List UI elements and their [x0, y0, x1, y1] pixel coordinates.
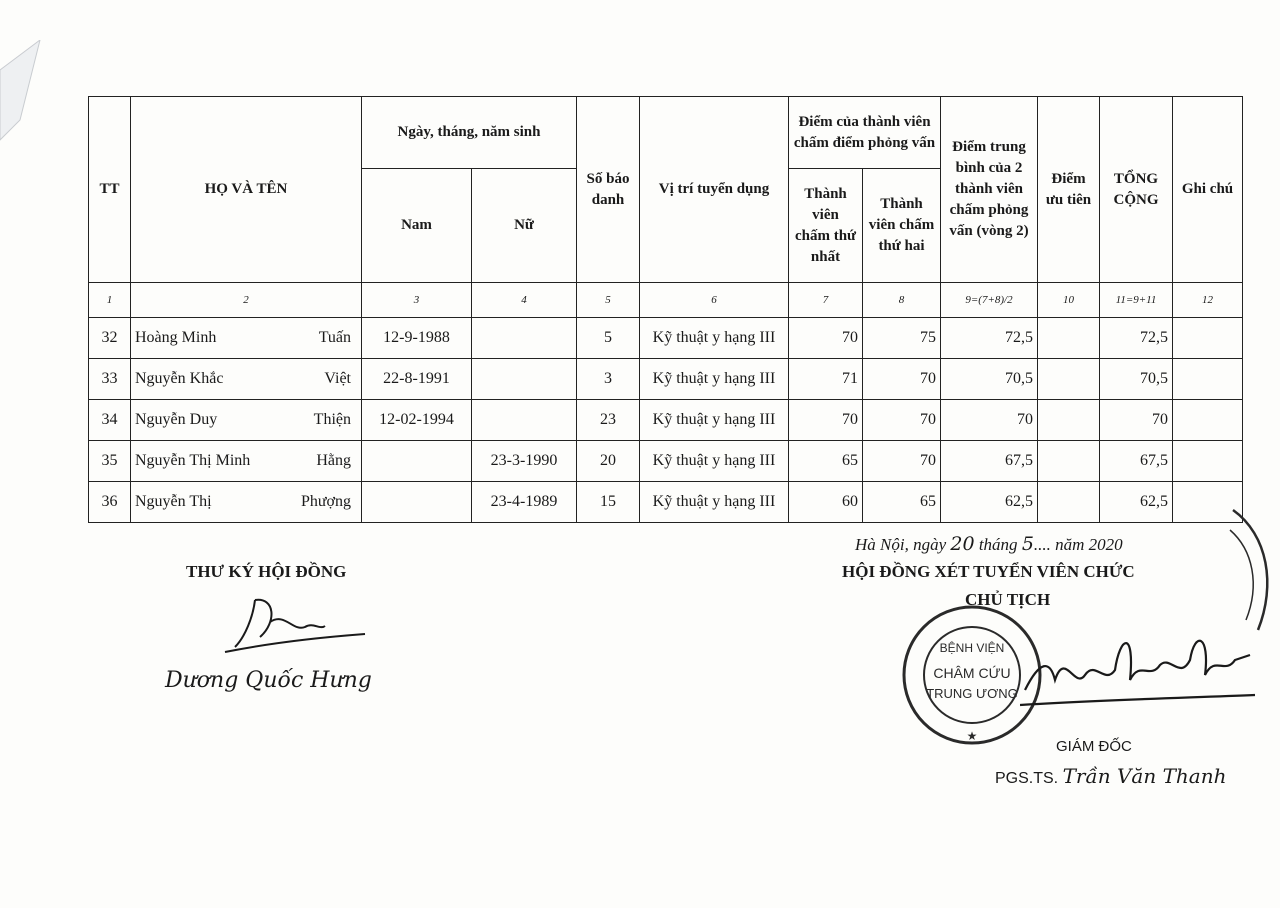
row-note: [1173, 359, 1243, 400]
row-average: 70: [941, 400, 1038, 441]
header-member-2: Thành viên chấm thứ hai: [863, 169, 941, 283]
row-score-1: 65: [789, 441, 863, 482]
column-index-row: [89, 283, 1243, 318]
row-note: [1173, 400, 1243, 441]
row-first-name: Nguyễn Duy: [135, 411, 218, 428]
chair-title: CHỦ TỊCH: [965, 590, 1051, 609]
director-signature: [1020, 620, 1260, 720]
row-tt: 35: [89, 441, 131, 482]
row-name: [131, 441, 362, 482]
index-cell: 6: [640, 283, 789, 318]
director-line: [995, 764, 1226, 788]
row-score-2: 65: [863, 482, 941, 523]
index-cell: 7: [789, 283, 863, 318]
row-score-1: 71: [789, 359, 863, 400]
header-total: TỔNG CỘNG: [1100, 97, 1173, 283]
row-position: Kỹ thuật y hạng III: [640, 482, 789, 523]
row-total: 62,5: [1100, 482, 1173, 523]
page-fold-mark: [0, 40, 60, 150]
index-cell: 4: [472, 283, 577, 318]
date-month-word: tháng: [978, 535, 1018, 554]
index-cell: 8: [863, 283, 941, 318]
row-dob-male: [362, 482, 472, 523]
header-sbd: Số báo danh: [577, 97, 640, 283]
index-cell: 3: [362, 283, 472, 318]
row-first-name: Nguyễn Thị: [135, 493, 212, 510]
row-note: [1173, 318, 1243, 359]
stamp-star-icon: ★: [966, 729, 978, 743]
row-given-name: Hằng: [316, 452, 351, 469]
row-dob-male: 12-02-1994: [362, 400, 472, 441]
director-prefix: PGS.TS.: [995, 770, 1059, 787]
row-sbd: 15: [577, 482, 640, 523]
header-name: HỌ VÀ TÊN: [131, 97, 362, 283]
row-average: 67,5: [941, 441, 1038, 482]
stamp-line-3: TRUNG ƯƠNG: [926, 686, 1018, 701]
stamp-line-1: BỆNH VIỆN: [939, 641, 1005, 655]
row-name: [131, 318, 362, 359]
row-given-name: Thiện: [313, 411, 351, 428]
table-row: [89, 482, 1243, 523]
row-name: [131, 359, 362, 400]
row-score-2: 70: [863, 400, 941, 441]
index-cell: 9=(7+8)/2: [941, 283, 1038, 318]
row-given-name: Phượng: [300, 493, 351, 510]
row-score-1: 70: [789, 400, 863, 441]
row-dob-male: 22-8-1991: [362, 359, 472, 400]
header-priority: Điểm ưu tiên: [1038, 97, 1100, 283]
secretary-name: Dương Quốc Hưng: [165, 668, 372, 693]
row-note: [1173, 441, 1243, 482]
row-position: Kỹ thuật y hạng III: [640, 441, 789, 482]
header-male: Nam: [362, 169, 472, 283]
row-total: 70: [1100, 400, 1173, 441]
row-total: 70,5: [1100, 359, 1173, 400]
header-member-1: Thành viên chấm thứ nhất: [789, 169, 863, 283]
row-dob-female: [472, 400, 577, 441]
table-row: [89, 318, 1243, 359]
row-position: Kỹ thuật y hạng III: [640, 400, 789, 441]
header-note: Ghi chú: [1173, 97, 1243, 283]
results-table: [88, 96, 1243, 523]
index-cell: 11=9+11: [1100, 283, 1173, 318]
row-score-1: 60: [789, 482, 863, 523]
header-position: Vị trí tuyển dụng: [640, 97, 789, 283]
row-sbd: 5: [577, 318, 640, 359]
row-given-name: Tuấn: [318, 329, 351, 346]
row-dob-female: [472, 318, 577, 359]
director-title: GIÁM ĐỐC: [1056, 738, 1132, 755]
row-score-1: 70: [789, 318, 863, 359]
index-cell: 1: [89, 283, 131, 318]
row-sbd: 3: [577, 359, 640, 400]
council-title: HỘI ĐỒNG XÉT TUYỂN VIÊN CHỨC: [842, 562, 1135, 581]
row-dob-female: [472, 359, 577, 400]
date-line: [855, 533, 1123, 555]
date-year: .... năm 2020: [1033, 535, 1123, 554]
row-average: 62,5: [941, 482, 1038, 523]
row-priority: [1038, 318, 1100, 359]
row-position: Kỹ thuật y hạng III: [640, 359, 789, 400]
table-row: [89, 441, 1243, 482]
row-name: [131, 400, 362, 441]
row-dob-female: 23-4-1989: [472, 482, 577, 523]
table-row: [89, 400, 1243, 441]
date-month: 5: [1021, 533, 1034, 555]
row-position: Kỹ thuật y hạng III: [640, 318, 789, 359]
row-total: 72,5: [1100, 318, 1173, 359]
index-cell: 12: [1173, 283, 1243, 318]
row-average: 70,5: [941, 359, 1038, 400]
header-tt: TT: [89, 97, 131, 283]
row-name: [131, 482, 362, 523]
row-average: 72,5: [941, 318, 1038, 359]
header-female: Nữ: [472, 169, 577, 283]
stamp-line-2: CHÂM CỨU: [933, 665, 1011, 681]
row-tt: 34: [89, 400, 131, 441]
header-score-group: Điểm của thành viên chấm điểm phỏng vấn: [789, 97, 941, 169]
row-dob-male: 12-9-1988: [362, 318, 472, 359]
row-priority: [1038, 482, 1100, 523]
row-dob-female: 23-3-1990: [472, 441, 577, 482]
row-priority: [1038, 441, 1100, 482]
row-first-name: Hoàng Minh: [135, 329, 217, 346]
header-average: Điểm trung bình của 2 thành viên chấm phỏng vấn (vòng 2): [941, 97, 1038, 283]
table-row: [89, 359, 1243, 400]
row-total: 67,5: [1100, 441, 1173, 482]
row-given-name: Việt: [324, 370, 351, 387]
date-prefix: Hà Nội, ngày: [855, 535, 947, 554]
index-cell: 5: [577, 283, 640, 318]
row-score-2: 70: [863, 441, 941, 482]
row-tt: 32: [89, 318, 131, 359]
row-priority: [1038, 400, 1100, 441]
row-dob-male: [362, 441, 472, 482]
row-priority: [1038, 359, 1100, 400]
header-dob: Ngày, tháng, năm sinh: [362, 97, 577, 169]
row-sbd: 23: [577, 400, 640, 441]
row-tt: 36: [89, 482, 131, 523]
row-first-name: Nguyễn Khắc: [135, 370, 224, 387]
row-score-2: 70: [863, 359, 941, 400]
director-name: Trần Văn Thanh: [1062, 764, 1227, 788]
row-first-name: Nguyễn Thị Minh: [135, 452, 251, 469]
second-stamp-edge: [1228, 505, 1280, 635]
date-day: 20: [950, 533, 975, 555]
row-score-2: 75: [863, 318, 941, 359]
secretary-signature: [215, 592, 375, 662]
row-tt: 33: [89, 359, 131, 400]
row-sbd: 20: [577, 441, 640, 482]
index-cell: 10: [1038, 283, 1100, 318]
secretary-title: THƯ KÝ HỘI ĐỒNG: [186, 562, 347, 581]
index-cell: 2: [131, 283, 362, 318]
